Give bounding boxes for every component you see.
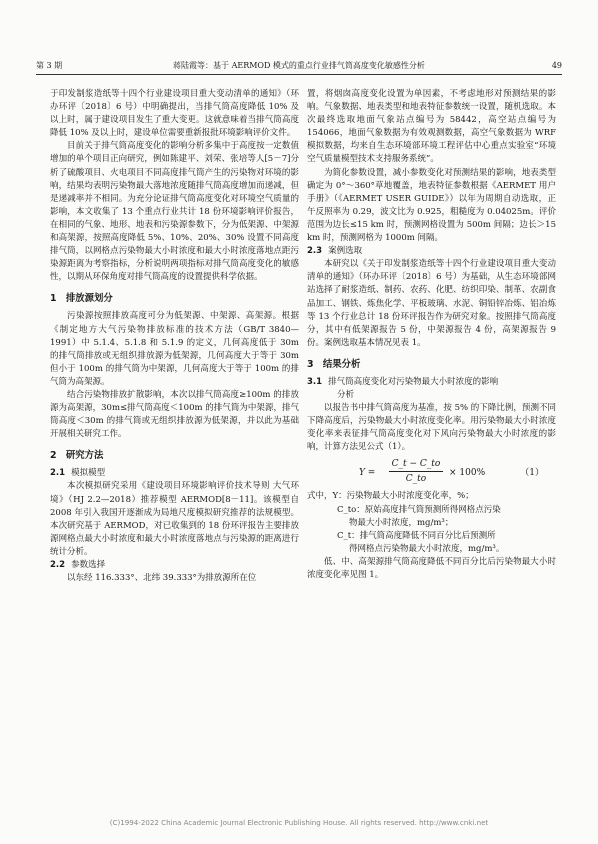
equation-denominator: C_to	[405, 474, 427, 485]
issue-number: 第 3 期	[36, 61, 63, 70]
equation-numerator: C_t − C_to	[389, 458, 443, 472]
paragraph: 本次模拟研究采用《建设项目环境影响评价技术导则 大气环境》（HJ 2.2—2018）推荐模型 AERMOD[8－11]。该模型自 2008 年引入我国开逐渐成为局地尺度模拟研究推荐的法规模型。本次研究基于 AERMOD，对已收集到的 18 份环评报告主要排放源网格点最大小时浓度和最大小时浓度落地点与污染源的距离进行统计分析。	[50, 481, 299, 557]
subsection-title: 模拟模型	[71, 468, 106, 479]
paragraph: 低、中、高架源排气筒高度降低不同百分比后污染物最大小时浓度变化率见图 1。	[307, 556, 556, 580]
subsection-heading-2-3	[307, 245, 556, 258]
variable-definition-continued: 得网格点污染物最大小时浓度，mg/m³。	[349, 543, 505, 554]
page-number: 49	[551, 61, 562, 70]
paragraph: 结合污染物排放扩散影响，本次以排气筒高度≥100m 的排放源为高架源，30m≤排气筒高度＜100m 的排气筒为中架源，排气筒高度＜30m 的排气筒或无组织排放源为低架源，并以此为基础开展相关研究工作。	[50, 389, 299, 440]
subsection-title: 参数选择	[71, 560, 106, 570]
subsection-number: 2.3	[307, 246, 323, 257]
paragraph: 置，将烟囱高度变化设置为单因素，不考虑地形对预测结果的影响。气象数据、地表类型和地表特征参数统一设置，随机选取。本次最终选取地面气象站点编号为 58442，高空站点编号为 154066，地面气象数据为有效观测数据，高空气象数据为 WRF 模拟数据，均来自生态环境部环境工程评估中心重点实验室“环境空气质量模型技术支持服务系统”。	[307, 89, 556, 165]
section-heading-1: 1 排放源划分	[50, 293, 113, 305]
equation-lhs: Y =	[359, 468, 376, 479]
left-column	[50, 88, 299, 585]
variable-definition: C_to：原始高度排气筒预测所得网格点污染	[337, 504, 501, 515]
subsection-title-continued: 分析	[337, 389, 355, 400]
paragraph: 为简化参数设置，减小参数变化对预测结果的影响，地表类型确定为 0°～360°草地覆盖，地表特征参数根据《AERMET 用户手册》（《AERMET USER GUIDE》）以年为周期自动选取，正午反照率为 0.29，波文比为 0.925，粗糙度为 0.04025m。评价范围为边长≤15 km 时，预测网格设置为 500m 间隔；边长＞15 km 时，预测网格为 1000m 间隔。	[307, 167, 556, 244]
paragraph: 以报告书中排气筒高度为基准，按 5% 的下降比例，预测不同下降高度后，污染物最大小时浓度变化率。用污染物最大小时浓度变化率来表征排气筒高度变化对下风向污染物最大小时浓度的影响，计算方法见公式（1）。	[307, 403, 556, 453]
paragraph: 本研究以《关于印发制浆造纸等十四个行业建设项目重大变动清单的通知》（环办环评〔2018〕6 号）为基础，从生态环境部网站选择了耐浆造纸、制药、农药、化肥、纺织印染、制革、农副食品加工、钢铁、炼焦化学、平板玻璃、水泥、铜铅锌冶炼、铝冶炼等 13 个行业总计 18 份环评报告作为研究对象。按照排气筒高度分，其中有低架源报告 5 份，中架源报告 4 份，高架源报告 9 份。案例选取基本情况见表 1。	[307, 259, 556, 348]
running-title: 蒋陆霞等：基于 AERMOD 模式的重点行业排气筒高度变化敏感性分析	[173, 61, 425, 70]
right-column	[307, 88, 556, 582]
paragraph: 以东经 116.333°、北纬 39.333°为排放源所在位	[67, 573, 257, 584]
copyright-footer: (C)1994-2022 China Academic Journal Electronic Publishing House. All rights reserved. http://www.cnki.net	[109, 818, 489, 827]
subsection-heading-2-2	[50, 559, 299, 572]
equation-1	[307, 458, 556, 488]
paragraph: 污染源按照排放高度可分为低架源、中架源、高架源。根据《制定地方大气污染物排放标准的技术方法（GB/T 3840—1991）中 5.1.4、5.1.8 和 5.1.9 的定义，几何高度低于 30m 的排气筒排放或无组织排放源为低架源，几何高度大于等于 30m 但小于 100m 的排气筒为中架源，几何高度大于等于 100m 的排气筒为高架源。	[50, 311, 299, 387]
subsection-title: 排气筒高度变化对污染物最大小时浓度的影响	[328, 376, 499, 387]
section-heading-3: 3 结果分析	[307, 358, 361, 370]
equation-number: （1）	[520, 468, 544, 479]
subsection-heading-3-1	[307, 376, 556, 402]
variable-definition: C_t：排气筒高度降低不同百分比后预测所	[337, 530, 496, 541]
subsection-number: 2.1	[50, 468, 66, 479]
section-heading-2: 2 研究方法	[50, 450, 104, 462]
subsection-number: 3.1	[307, 376, 323, 387]
equation-fraction	[389, 458, 443, 486]
paragraph: 于印发制浆造纸等十四个行业建设项目重大变动清单的通知》（环办环评〔2018〕6 号）中明确提出，当排气筒高度降低 10% 及以上时，属于建设项目发生了重大变更。这就意味着当排气筒高度降低 10% 及以上时，建设单位需要重新报批环境影响评价文件。	[50, 89, 299, 139]
subsection-number: 2.2	[50, 560, 66, 570]
paragraph: 目前关于排气筒高度变化的影响分析多集中于高度按一定数值增加的单个项目正向研究，例如陈建平、刘荣、张培等人[5－7]分析了硫酸项目、火电项目不同高度排气筒产生的污染物对环境的影响，结果均表明污染物最大落地浓度随排气筒高度增加而递减，但是递减率并不相同。为充分论证排气筒高度变化对环境空气质量的影响，本文收集了 13 个重点行业共计 18 份环境影响评价报告，在相同的气象、地形、地表和污染源参数下，分为低架源、中架源和高架源，按照高度降低 5%、10%、20%、30% 设置不同高度排气筒，以网格点污染物最大小时浓度和最大小时浓度落地点距污染源距离为考察指标，分析说明两项指标对排气筒高度变化的敏感性，以期从环保角度对排气筒高度的设置提供科学依据。	[50, 141, 299, 283]
subsection-heading-2-1	[50, 467, 299, 480]
variable-definition-continued: 物最大小时浓度，mg/m³；	[349, 517, 454, 528]
equation-multiplier: × 100%	[449, 468, 486, 479]
subsection-title: 案例选取	[328, 246, 363, 257]
variable-definition: 式中，Y：污染物最大小时浓度变化率，%；	[307, 491, 474, 502]
running-header	[36, 58, 562, 75]
